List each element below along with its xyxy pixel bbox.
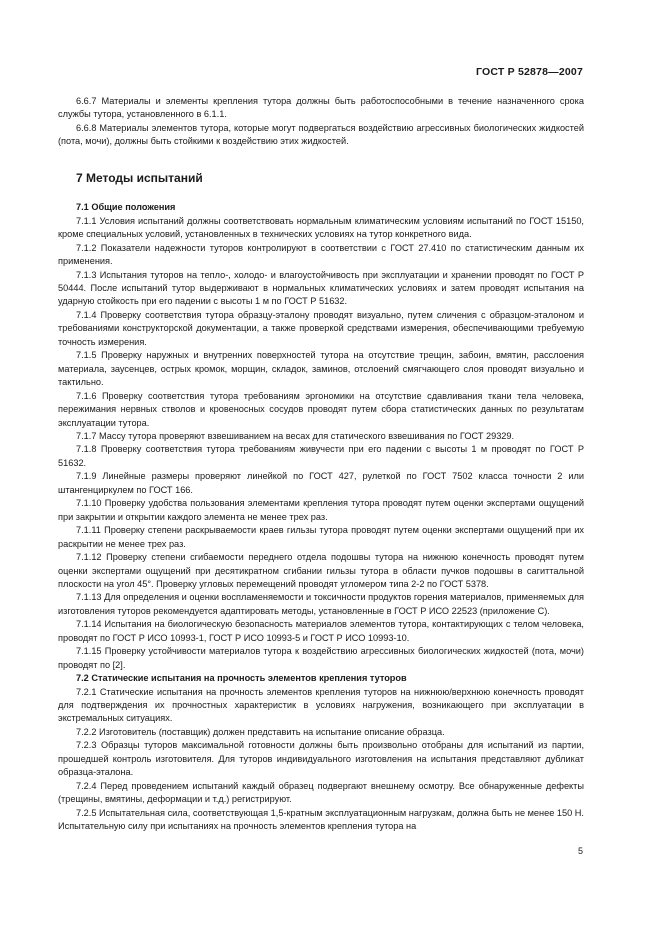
paragraph-7-1-7: 7.1.7 Массу тутора проверяют взвешиванием на весах для статического взвешивания по ГОСТ 29329. <box>76 430 515 441</box>
paragraph-7-2-1: 7.2.1 Статические испытания на прочность элементов крепления туторов на нижнюю/верхнюю конечность проводят для подтверждения их прочностных характеристик в условиях нагружения, возникающего при эксплуатации в экстремальных ситуациях. <box>58 686 584 724</box>
document-body <box>58 95 584 834</box>
subsection-title-7-1: 7.1 Общие положения <box>76 202 176 213</box>
paragraph-7-1-10: 7.1.10 Проверку удобства пользования элементами крепления тутора проводят путем оценки экспертами ощущений при закрытии и открытии каждого элемента не менее трех раз. <box>58 498 584 522</box>
paragraph-7-1-5: 7.1.5 Проверку наружных и внутренних поверхностей тутора на отсутствие трещин, забоин, вмятин, расслоения материала, заусенцев, острых кромок, морщин, складок, заминов, отслоений смягчающего слоя проводят визуально и тактильно. <box>58 350 584 388</box>
section-title: 7 Методы испытаний <box>76 170 203 185</box>
paragraph-7-1-3: 7.1.3 Испытания туторов на тепло-, холодо- и влагоустойчивость при эксплуатации и хранении проводят по ГОСТ Р 50444. После испытаний тутор выдерживают в нормальных климатических условиях и затем проводят испытания на ударную стойкость при его падении с высоты 1 м по ГОСТ Р 51632. <box>58 269 584 307</box>
paragraph-7-1-6: 7.1.6 Проверку соответствия тутора требованиям эргономики на отсутствие сдавливания ткани тела человека, пережимания нервных стволов и кровеносных сосудов проводят путем сбора статистических данных по результатам эксплуатации тутора. <box>58 390 584 428</box>
paragraph-7-1-9: 7.1.9 Линейные размеры проверяют линейкой по ГОСТ 427, рулеткой по ГОСТ 7502 класса точности 2 или штангенциркулем по ГОСТ 166. <box>58 471 584 495</box>
paragraph-7-1-12: 7.1.12 Проверку степени сгибаемости переднего отдела подошвы тутора на нижнюю конечность проводят путем оценки экспертами ощущений при десятикратном сгибании гильзы тутора в области пучков подошвы в сагиттальной плоскости на угол 45°. Проверку угловых перемещений проводят угломером типа 2-2 по ГОСТ 5378. <box>58 552 584 589</box>
page-number: 5 <box>577 846 583 856</box>
paragraph-7-1-13: 7.1.13 Для определения и оценки воспламеняемости и токсичности продуктов горения материалов, применяемых для изготовления туторов рекомендуется адаптировать методы, установленные в ГОСТ Р ИСО 22523 (приложение С). <box>58 592 584 616</box>
document-code-header: ГОСТ Р 52878—2007 <box>475 66 583 78</box>
paragraph-7-1-2: 7.1.2 Показатели надежности туторов контролируют в соответствии с ГОСТ 27.410 по статистическим данным их применения. <box>58 242 584 267</box>
paragraph-7-1-1: 7.1.1 Условия испытаний должны соответствовать нормальным климатическим условиям испытаний по ГОСТ 15150, кроме специальных условий, установленных в технических условиях на тутор конкретного вида. <box>58 215 584 240</box>
paragraph-7-1-15: 7.1.15 Проверку устойчивости материалов тутора к воздействию агрессивных биологических жидкостей (пота, мочи) проводят по [2]. <box>58 646 584 670</box>
paragraph-7-1-11: 7.1.11 Проверку степени раскрываемости краев гильзы тутора проводят путем оценки экспертами ощущений при их раскрытии не менее трех раз. <box>58 525 584 549</box>
paragraph-6-6-7: 6.6.7 Материалы и элементы крепления тутора должны быть работоспособными в течение назначенного срока службы тутора, установленного в 6.1.1. <box>58 96 584 120</box>
paragraph-7-1-8: 7.1.8 Проверку соответствия тутора требованиям живучести при его падении с высоты 1 м проводят по ГОСТ Р 51632. <box>58 444 584 468</box>
paragraph-7-2-5: 7.2.5 Испытательная сила, соответствующая 1,5-кратным эксплуатационным нагрузкам, должна быть не менее 150 Н. Испытательную силу при испытаниях на прочность элементов крепления тутора на <box>58 807 584 832</box>
subsection-title-7-2: 7.2 Статические испытания на прочность элементов крепления туторов <box>76 673 407 684</box>
paragraph-7-1-14: 7.1.14 Испытания на биологическую безопасность материалов элементов тутора, контактирующих с телом человека, проводят по ГОСТ Р ИСО 10993-1, ГОСТ Р ИСО 10993-5 и ГОСТ Р ИСО 10993-10. <box>58 619 584 643</box>
paragraph-7-2-2: 7.2.2 Изготовитель (поставщик) должен представить на испытание описание образца. <box>76 726 445 737</box>
paragraph-7-2-4: 7.2.4 Перед проведением испытаний каждый образец подвергают внешнему осмотру. Все обнаруженные дефекты (трещины, вмятины, деформации и т.д.) регистрируют. <box>58 780 584 805</box>
paragraph-7-1-4: 7.1.4 Проверку соответствия тутора образцу-эталону проводят визуально, путем сличения с образцом-эталоном и требованиями конструкторской документации, а также проверкой средствами измерения, обеспечивающими требуемую точность измерения. <box>58 309 584 347</box>
paragraph-6-6-8: 6.6.8 Материалы элементов тутора, которые могут подвергаться воздействию агрессивных биологических жидкостей (пота, мочи), должны быть стойкими к воздействию этих жидкостей. <box>58 122 584 147</box>
paragraph-7-2-3: 7.2.3 Образцы туторов максимальной готовности должны быть произвольно отобраны для испытаний из партии, прошедшей контроль изготовителя. Для туторов индивидуального изготовления на испытания представляют дубликат образца-эталона. <box>58 740 584 778</box>
